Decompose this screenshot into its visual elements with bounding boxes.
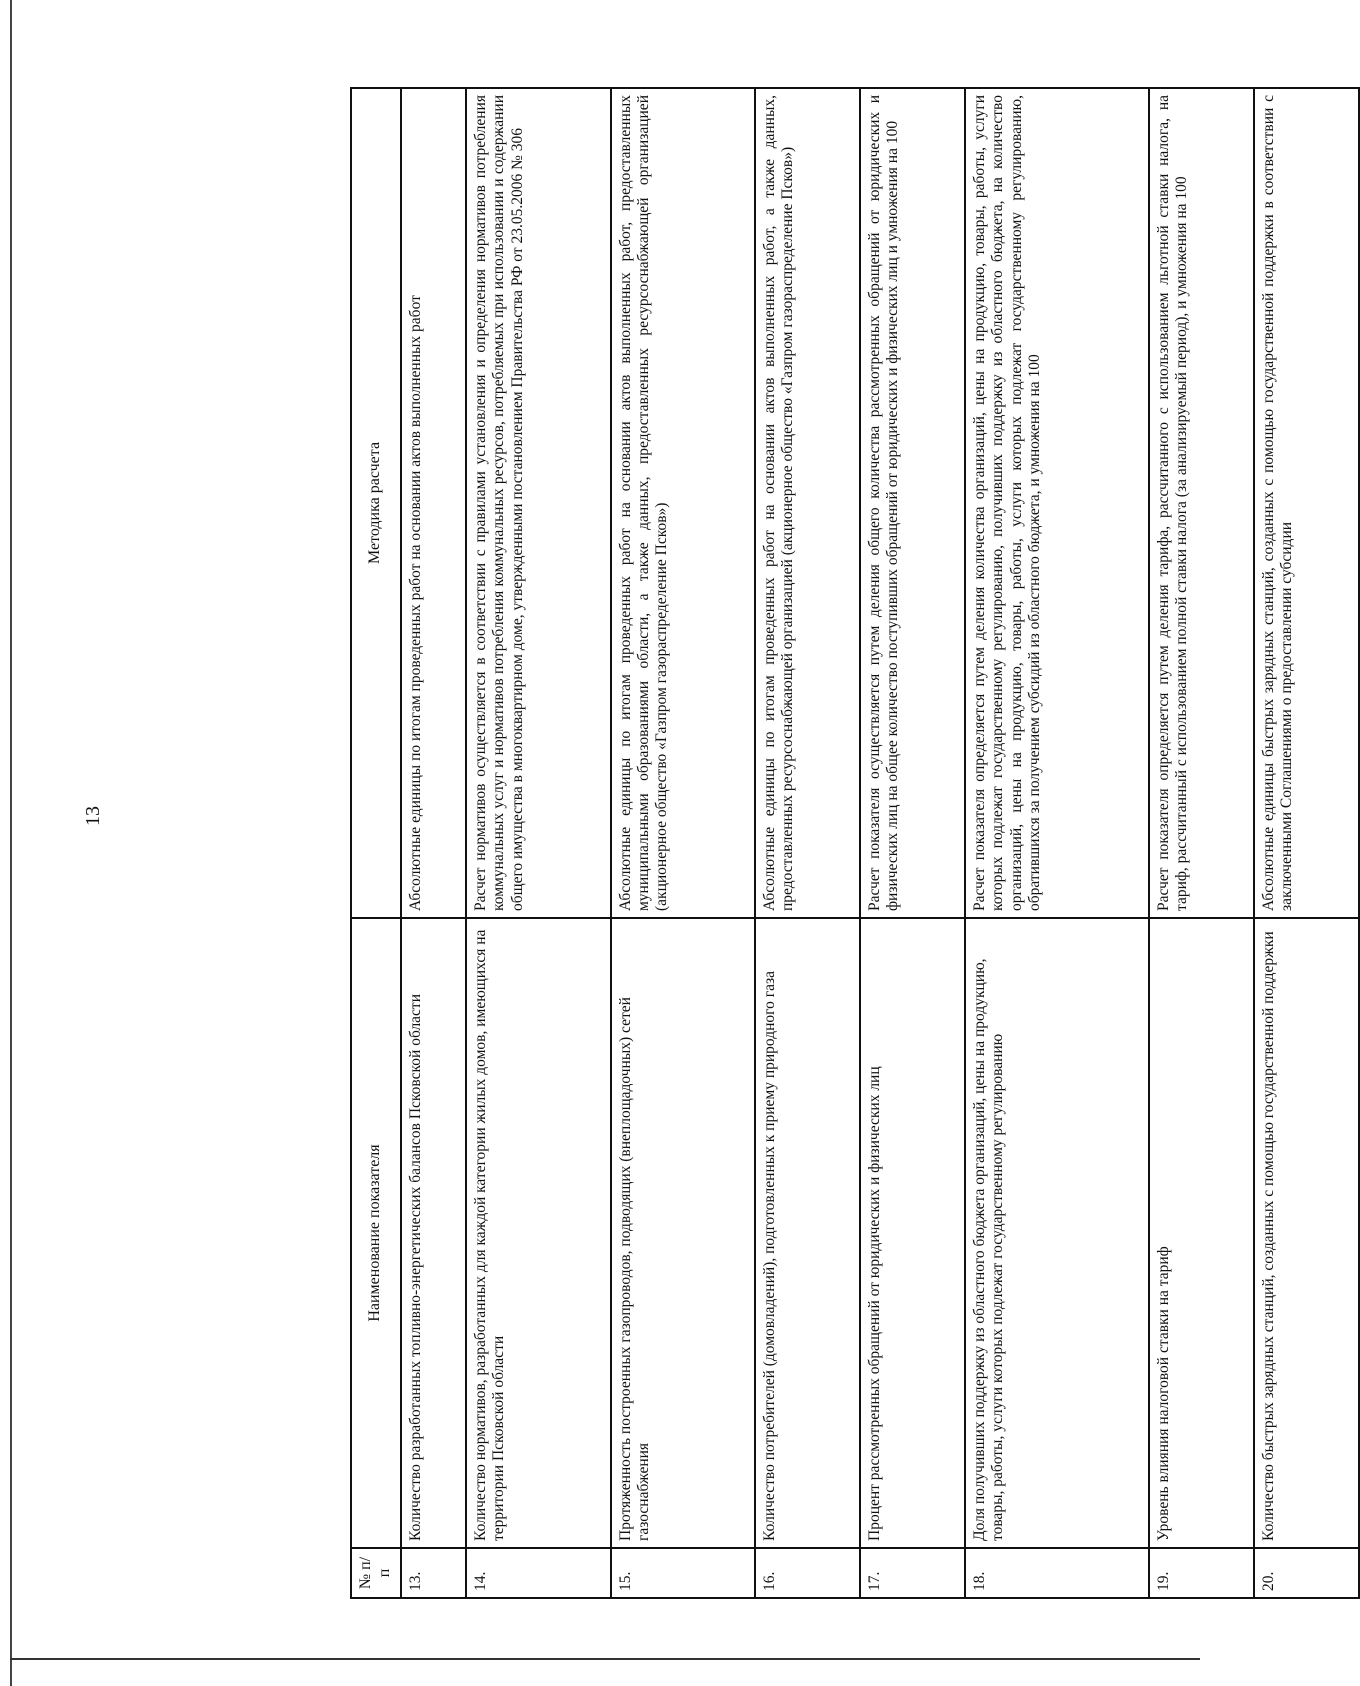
page-number: 13 [82, 806, 104, 826]
table-row [860, 88, 965, 1598]
row-name: Количество разработанных топливно-энергетических балансов Псковской области [401, 918, 466, 1548]
row-num: 13. [401, 1548, 466, 1598]
table-row [1254, 88, 1359, 1598]
table-row [401, 88, 466, 1598]
header-name: Наименование показателя [351, 918, 401, 1548]
header-num: № п/п [351, 1548, 401, 1598]
table-row [466, 88, 610, 1598]
row-method: Абсолютные единицы по итогам проведенных работ на основании актов выполненных работ [401, 88, 466, 918]
scan-edge-left [10, 0, 12, 1686]
row-num: 20. [1254, 1548, 1359, 1598]
row-name: Количество потребителей (домовладений), подготовленных к приему природного газа [755, 918, 860, 1548]
row-num: 14. [466, 1548, 610, 1598]
row-num: 17. [860, 1548, 965, 1598]
row-name: Протяженность построенных газопроводов, подводящих (внеплощадочных) сетей газоснабжения [611, 918, 755, 1548]
row-num: 19. [1149, 1548, 1254, 1598]
row-name: Процент рассмотренных обращений от юридических и физических лиц [860, 918, 965, 1548]
row-method: Абсолютные единицы по итогам проведенных работ на основании актов выполненных работ, предоставленных муниципальными образованиями области, а также данных, предоставленных ресурсоснабжающей организацией (акционерное общество «Газпром газораспределение Псков») [611, 88, 755, 918]
table-row [611, 88, 755, 1598]
row-name: Доля получивших поддержку из областного бюджета организаций, цены на продукцию, товары, работы, услуги которых подлежат государственному регулированию [965, 918, 1149, 1548]
row-num: 18. [965, 1548, 1149, 1598]
row-method: Абсолютные единицы быстрых зарядных станций, созданных с помощью государственной поддержки в соответствии с заключенными Соглашениями о предоставлении субсидии [1254, 88, 1359, 918]
row-num: 16. [755, 1548, 860, 1598]
table-row [1149, 88, 1254, 1598]
row-name: Уровень влияния налоговой ставки на тариф [1149, 918, 1254, 1548]
table-header-row [351, 88, 401, 1598]
indicator-table-container [350, 89, 1360, 1599]
scan-edge-bottom [10, 1658, 1200, 1660]
row-method: Расчет показателя осуществляется путем деления общего количества рассмотренных обращений от юридических и физических лиц на общее количество поступивших обращений от юридических и физических лиц и умножения на 100 [860, 88, 965, 918]
table-row [965, 88, 1149, 1598]
row-method: Расчет показателя определяется путем деления тарифа, рассчитанного с использованием льготной ставки налога, на тариф, рассчитанный с использованием полной ставки налога (за анализируемый период), и умножения на 100 [1149, 88, 1254, 918]
row-num: 15. [611, 1548, 755, 1598]
indicator-table [350, 87, 1360, 1599]
row-method: Расчет показателя определяется путем деления количества организаций, цены на продукцию, товары, работы, услуги которых подлежат государственному регулированию, получивших поддержку из областного бюджета, на количество организаций, цены на продукцию, товары, работы, услуги которых подлежат государственному регулированию, обратившихся за получением субсидий из областного бюджета, и умножения на 100 [965, 88, 1149, 918]
row-name: Количество быстрых зарядных станций, созданных с помощью государственной поддержки [1254, 918, 1359, 1548]
row-method: Расчет нормативов осуществляется в соответствии с правилами установления и определения нормативов потребления коммунальных услуг и нормативов потребления коммунальных ресурсов, потребляемых при использовании и содержании общего имущества в многоквартирном доме, утвержденными постановлением Правительства РФ от 23.05.2006 № 306 [466, 88, 610, 918]
header-method: Методика расчета [351, 88, 401, 918]
row-method: Абсолютные единицы по итогам проведенных работ на основании актов выполненных работ, а также данных, предоставленных ресурсоснабжающей организацией (акционерное общество «Газпром газораспределение Псков») [755, 88, 860, 918]
table-row [755, 88, 860, 1598]
row-name: Количество нормативов, разработанных для каждой категории жилых домов, имеющихся на территории Псковской области [466, 918, 610, 1548]
